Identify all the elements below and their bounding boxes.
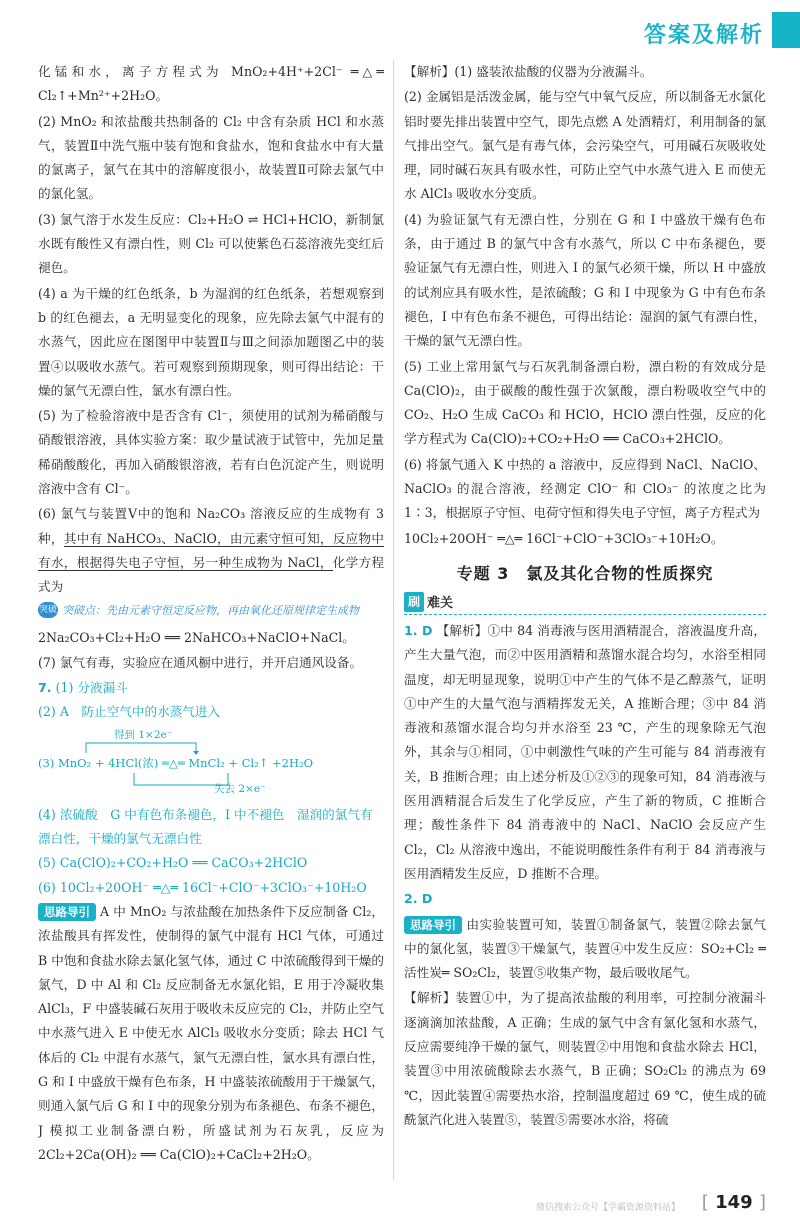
column-divider	[393, 60, 394, 1180]
header-title: 答案及解析	[643, 23, 764, 48]
question-1	[404, 619, 766, 886]
para-q7: (7) 氯气有毒，实验应在通风橱中进行，并开启通风设备。	[38, 654, 363, 670]
question-1-num: 1. D	[404, 622, 433, 638]
analysis-6-equation: 10Cl₂+20OH⁻ ═△═ 16Cl⁻+ClO⁻+3ClO₃⁻+10H₂O。	[404, 530, 724, 546]
redox-equation: (3) MnO₂ + 4HCl(浓) ═△═ MnCl₂ + Cl₂↑ +2H₂O	[38, 755, 314, 770]
page-header	[0, 0, 800, 58]
para-q6-equation: 2Na₂CO₃+Cl₂+H₂O ══ 2NaHCO₃+NaClO+NaCl。	[38, 629, 355, 645]
para-q4: (4) a 为干燥的红色纸条，b 为湿润的红色纸条，若想观察到 b 的红色褪去，a 无明显变化的现象，应先除去氯气中混有的水蒸气，因此应在图图甲中装置Ⅱ与Ⅲ之间添加题图乙中的装置④以吸收水蒸气。若可观察到预期现象，则可得出结论：干燥的氯气无漂白性，氯水有漂白性。	[38, 285, 384, 398]
difficulty-header	[404, 592, 766, 615]
page-bracket-right: ]	[758, 1192, 766, 1213]
answer-7-num: 7.	[38, 680, 52, 696]
question-2-header	[404, 887, 766, 911]
thinking-guide-tag: 思路导引	[38, 903, 96, 921]
para-q2: (2) MnO₂ 和浓盐酸共热制备的 Cl₂ 中含有杂质 HCl 和水蒸气，装置Ⅱ中洗气瓶中装有饱和食盐水，饱和食盐水中有大量的氯离子，氯气在其中的溶解度很小，故装置Ⅱ可除去氯气中的氯化氢。	[38, 113, 384, 202]
answer-7-part4: (4) 浓硫酸 G 中有色布条褪色，I 中不褪色 湿润的氯气有漂白性，干燥的氯气无漂白性	[38, 806, 373, 847]
question-2-guide-tag: 思路导引	[404, 916, 462, 934]
page-number-value: 149	[715, 1192, 753, 1213]
analysis-5: (5) 工业上常用氯气与石灰乳制备漂白粉，漂白粉的有效成分是 Ca(ClO)₂，由于碳酸的酸性强于次氯酸，漂白粉吸收空气中的 CO₂、H₂O 生成 CaCO₃ 和 HClO，HClO 漂白性强，反应的化学方程式为 Ca(ClO)₂+CO₂+H₂O ══ CaCO₃+2HClO。	[404, 358, 766, 447]
analysis-4: (4) 为验证氯气有无漂白性，分别在 G 和 I 中盛放干燥有色布条，由于通过 B 的氯气中含有水蒸气，所以 C 中布条褪色，要验证氯气有无漂白性，则进入 I 的氯气必须干燥，所以 H 中盛放的试剂应具有吸水性，是浓硫酸；G 和 I 中现象为 G 中有色布条褪色，I 中有色布条不褪色，可得出结论：湿润的氯气有漂白性，干燥的氯气无漂白性。	[404, 211, 766, 349]
header-stripe	[772, 12, 800, 48]
thinking-guide	[38, 900, 384, 1167]
lose-electrons-label: 失去 2×e⁻	[214, 782, 266, 795]
question-2-guide	[404, 913, 766, 986]
para-q5: (5) 为了检验溶液中是否含有 Cl⁻，须使用的试剂为稀硝酸与硝酸银溶液，具体实验方案：取少量试液于试管中，先加足量稀硝酸酸化，再加入硝酸银溶液，若有白色沉淀产生，则说明溶液中含有 Cl⁻。	[38, 408, 384, 497]
section-title: 专题 3 氯及其化合物的性质探究	[456, 563, 714, 583]
analysis-6: (6) 将氯气通入 K 中热的 a 溶液中，反应得到 NaCl、NaClO、NaClO₃ 的混合溶液，经测定 ClO⁻ 和 ClO₃⁻ 的浓度之比为 1∶3，根据原子守恒、电荷守恒和得失电子守恒，离子方程式为	[404, 456, 766, 521]
electron-transfer-diagram	[38, 727, 384, 799]
right-column	[404, 60, 766, 1180]
answer-7-part6: (6) 10Cl₂+20OH⁻ ═△═ 16Cl⁻+ClO⁻+3ClO₃⁻+10H₂O	[38, 879, 367, 895]
question-2-guide-text: 由实验装置可知，装置①制备氯气，装置②除去氯气中的氯化氢，装置③干燥氯气，装置④中发生反应：SO₂+Cl₂ ═活性炭═ SO₂Cl₂，装置⑤收集产物，最后吸收尾气。	[404, 916, 766, 981]
para-ionic-equation: 化锰和水，离子方程式为 MnO₂+4H⁺+2Cl⁻ ═△═ Cl₂↑+Mn²⁺+2H₂O。	[38, 64, 384, 104]
question-2-num: 2. D	[404, 891, 433, 907]
note-badge: 突破点	[38, 602, 58, 618]
analysis-1: 【解析】(1) 盛装浓盐酸的仪器为分液漏斗。	[404, 64, 653, 79]
question-1-text: 【解析】①中 84 消毒液与医用酒精混合，溶液温度升高，产生大量气泡，而②中医用酒精和蒸馏水混合均匀，水浴至相同温度，却无明显现象，说明①中产生的气体不是乙醇蒸气，证明①中产生的大量气泡与酒精挥发无关，A 推断合理；③中 84 消毒液和蒸馏水混合均匀并水浴至 23 ℃，产生的现象除无气泡外，其余与①相同，①中刺激性气味的产生可能与 84 消毒液有关，B 推断合理；由上述分析及①②③的现象可知，84 消毒液与医用酒精混合后发生了化学反应，产生了新的物质，C 推断合理；酸性条件下 84 消毒液中的 NaCl、NaClO 会反应产生 Cl₂，Cl₂ 从溶液中逸出，不能说明酸性条件有利于 84 消毒液与医用酒精发生反应，D 推断不合理。	[404, 622, 766, 881]
para-q6-a: (6) 氯气与装置Ⅴ中的饱和 Na₂CO₃ 溶液反应的生成物有 3 种，	[38, 506, 384, 546]
answer-7-part1	[38, 676, 384, 700]
difficulty-label: 难关	[427, 596, 454, 612]
analysis-2: (2) 金属铝是活泼金属，能与空气中氧气反应，所以制备无水氯化铝时要先排出装置中空气，即先点燃 A 处酒精灯，利用制备的氯气排出空气。氯气是有毒气体，会污染空气，可用碱石灰吸收处理，同时碱石灰具有吸水性，可防止空气中水蒸气进入 E 而使无水 AlCl₃ 吸收水分变质。	[404, 89, 766, 202]
watermark: 微信搜索公众号【学霸资源资料站】	[535, 1203, 680, 1213]
answer-7-part5: (5) Ca(ClO)₂+CO₂+H₂O ══ CaCO₃+2HClO	[38, 855, 308, 871]
gain-electrons-label: 得到 1×2e⁻	[114, 728, 173, 741]
page-bracket-left: [	[701, 1192, 709, 1213]
para-q6	[38, 502, 384, 599]
left-column	[38, 60, 384, 1180]
difficulty-box: 刷	[404, 592, 424, 612]
answer-7-part2: (2) A 防止空气中的水蒸气进入	[38, 704, 221, 720]
para-q3: (3) 氯气溶于水发生反应：Cl₂+H₂O ⇌ HCl+HClO，新制氯水既有酸性又有漂白性，则 Cl₂ 可以使紫色石蕊溶液先变红后褪色。	[38, 211, 384, 276]
breakthrough-note	[38, 602, 384, 631]
thinking-guide-text: A 中 MnO₂ 与浓盐酸在加热条件下反应制备 Cl₂，浓盐酸具有挥发性，使制得的氯气中混有 HCl 气体，可通过 B 中饱和食盐水除去氯化氢气体，通过 C 中浓硫酸得到干燥的氯气，D 中 Al 和 Cl₂ 反应制备无水氯化铝，E 用于冷凝收集 AlCl₃，F 中盛装碱石灰用于吸收未反应完的 Cl₂，并防止空气中水蒸气进入 E 中使无水 AlCl₃ 吸收水分变质；除去 HCl 气体后的 Cl₂ 中混有水蒸气，氯气无漂白性，氯水具有漂白性，G 和 I 中盛放干燥有色布条，H 中盛装浓硫酸用于干燥氯气，则通入氯气后 G 和 I 中的现象分别为布条褪色、布条不褪色，J 模拟工业制备漂白粉，所盛试剂为石灰乳，反应为 2Cl₂+2Ca(OH)₂ ══ Ca(ClO)₂+CaCl₂+2H₂O。	[38, 903, 384, 1162]
question-2-analysis: 【解析】装置①中，为了提高浓盐酸的利用率，可控制分液漏斗逐滴滴加浓盐酸，A 正确；生成的氯气中含有氯化氢和水蒸气，反应需要纯净干燥的氯气，则装置②中用饱和食盐水除去 HCl，装置③中用浓硫酸除去水蒸气，B 正确；SO₂Cl₂ 的沸点为 69 ℃，因此装置④需要热水浴，控制温度超过 69 ℃，使生成的硫酰氯汽化进入装置⑤，装置⑤需要冰水浴，将硫	[404, 990, 766, 1127]
para-q6-underlined: 其中有 NaHCO₃、NaClO，由元素守恒可知，反应物中有水，根据得失电子守恒，另一种生成物为 NaCl，	[38, 530, 384, 570]
answer-7-1-text: (1) 分液漏斗	[55, 680, 128, 696]
page-number	[702, 1192, 766, 1213]
para-q6-c: 化学方程式为	[38, 554, 384, 595]
note-text: 突破点：先由元素守恒定反应物，再由氧化还原规律定生成物	[62, 603, 359, 617]
